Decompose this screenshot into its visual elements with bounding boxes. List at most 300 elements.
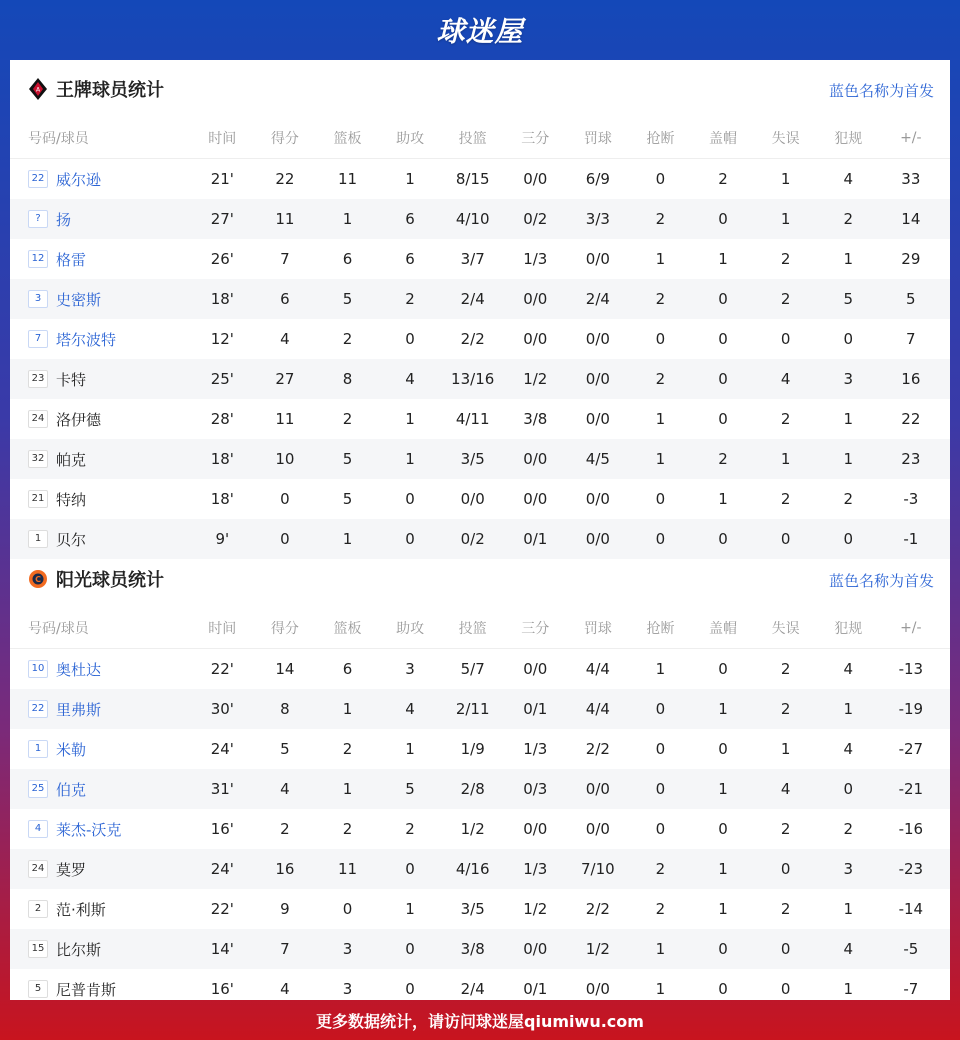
stat-cell: 0 bbox=[843, 530, 853, 548]
stat-cell: 4/11 bbox=[455, 410, 490, 428]
stat-cell: 0 bbox=[718, 940, 728, 958]
stat-cell: 1 bbox=[843, 980, 853, 998]
stat-cell: 1 bbox=[405, 450, 415, 468]
stat-cell: 1 bbox=[655, 450, 666, 468]
stat-cell: 14 bbox=[901, 210, 921, 228]
stat-cell: 1/2 bbox=[523, 900, 548, 918]
stat-cell: 0/0 bbox=[523, 330, 548, 348]
stat-cell: 0 bbox=[280, 530, 290, 548]
stat-cell: 30' bbox=[210, 700, 234, 718]
stat-cell: 1 bbox=[843, 410, 853, 428]
column-header: +/- bbox=[900, 130, 922, 146]
jersey-number: 24 bbox=[28, 410, 48, 428]
stat-cell: 3 bbox=[342, 980, 353, 998]
stat-cell: 2 bbox=[655, 860, 666, 878]
player-row[interactable] bbox=[10, 279, 950, 319]
jersey-number: 1 bbox=[28, 740, 48, 758]
stat-cell: 0/0 bbox=[585, 530, 610, 548]
player-cell bbox=[10, 369, 191, 390]
player-cell bbox=[10, 409, 191, 430]
stat-cell: 2/4 bbox=[460, 980, 485, 998]
stat-cell: 11 bbox=[275, 210, 295, 228]
jersey-number: 22 bbox=[28, 700, 48, 718]
stats-card bbox=[10, 60, 950, 1000]
starter-note: 蓝色名称为首发 bbox=[828, 572, 934, 590]
player-name[interactable]: 洛伊德 bbox=[56, 410, 102, 429]
stat-cell: 5 bbox=[342, 450, 353, 468]
stat-cell: 2 bbox=[843, 820, 853, 838]
stat-cell: -19 bbox=[898, 700, 924, 718]
stat-cell: 0/2 bbox=[460, 530, 485, 548]
stat-cell: 2 bbox=[655, 210, 666, 228]
stat-cell: 0/0 bbox=[585, 330, 610, 348]
stat-cell: 0/0 bbox=[523, 170, 548, 188]
stat-cell: 7 bbox=[280, 250, 290, 268]
column-header: 篮板 bbox=[333, 131, 362, 147]
jersey-number: 22 bbox=[28, 170, 48, 188]
jersey-number: 4 bbox=[28, 820, 48, 838]
stat-cell: 0/0 bbox=[585, 980, 610, 998]
stat-cell: 4/4 bbox=[585, 700, 610, 718]
stat-cell: 31' bbox=[210, 780, 234, 798]
column-header: 时间 bbox=[208, 621, 237, 637]
stat-cell: 0/0 bbox=[585, 410, 610, 428]
stat-cell: 0 bbox=[655, 740, 666, 758]
stat-cell: 0 bbox=[780, 860, 791, 878]
stat-cell: 3/3 bbox=[585, 210, 610, 228]
stat-cell: 0 bbox=[718, 740, 728, 758]
stat-cell: 5 bbox=[280, 740, 290, 758]
stat-cell: 1 bbox=[405, 170, 415, 188]
team-section-sun bbox=[10, 550, 950, 1009]
stat-cell: 0/1 bbox=[523, 700, 548, 718]
jersey-number: ? bbox=[28, 210, 48, 228]
stat-cell: 2/4 bbox=[460, 290, 485, 308]
stat-cell: 1 bbox=[780, 170, 791, 188]
stat-cell: 2 bbox=[405, 290, 415, 308]
player-name[interactable]: 塔尔波特 bbox=[56, 330, 117, 349]
stat-cell: 1/3 bbox=[523, 860, 548, 878]
stat-cell: 2 bbox=[280, 820, 290, 838]
stat-cell: 1 bbox=[780, 210, 791, 228]
stat-cell: 0/0 bbox=[523, 820, 548, 838]
player-cell bbox=[10, 739, 191, 760]
player-name[interactable]: 帕克 bbox=[56, 450, 87, 469]
player-cell bbox=[10, 449, 191, 470]
column-header: 时间 bbox=[208, 131, 237, 147]
stat-cell: 3 bbox=[843, 860, 853, 878]
stat-cell: 29 bbox=[901, 250, 921, 268]
player-name[interactable]: 卡特 bbox=[56, 370, 87, 389]
stat-cell: 1 bbox=[843, 900, 853, 918]
stat-cell: 0 bbox=[655, 330, 666, 348]
stat-cell: -5 bbox=[903, 940, 919, 958]
stat-cell: 6 bbox=[342, 660, 353, 678]
player-row[interactable] bbox=[10, 809, 950, 849]
stat-cell: 16' bbox=[210, 820, 234, 838]
stat-cell: 0 bbox=[655, 490, 666, 508]
stat-cell: 3/8 bbox=[523, 410, 548, 428]
column-header: 得分 bbox=[270, 131, 299, 147]
stat-cell: 5 bbox=[342, 490, 353, 508]
stat-cell: 4 bbox=[405, 700, 415, 718]
player-cell bbox=[10, 529, 191, 550]
stat-cell: 0 bbox=[780, 980, 791, 998]
stat-cell: 2 bbox=[780, 290, 791, 308]
player-row[interactable] bbox=[10, 399, 950, 439]
stat-cell: 9 bbox=[280, 900, 290, 918]
stat-cell: 8 bbox=[342, 370, 353, 388]
stat-cell: 0 bbox=[718, 530, 728, 548]
stat-cell: 16' bbox=[210, 980, 234, 998]
column-header: 抢断 bbox=[646, 621, 675, 637]
stat-cell: 14' bbox=[210, 940, 234, 958]
stat-cell: 28' bbox=[210, 410, 234, 428]
stat-cell: 3/5 bbox=[460, 450, 485, 468]
jersey-number: 25 bbox=[28, 780, 48, 798]
player-name[interactable]: 里弗斯 bbox=[56, 700, 102, 719]
stat-cell: 1 bbox=[718, 860, 728, 878]
stat-cell: 0 bbox=[718, 290, 728, 308]
stat-cell: 6 bbox=[405, 250, 415, 268]
player-row[interactable] bbox=[10, 689, 950, 729]
stat-cell: 0/0 bbox=[523, 490, 548, 508]
stat-cell: 0 bbox=[655, 700, 666, 718]
stat-cell: 0/0 bbox=[585, 780, 610, 798]
jersey-number: 15 bbox=[28, 940, 48, 958]
column-header: 盖帽 bbox=[709, 131, 738, 147]
column-header: 犯规 bbox=[834, 621, 863, 637]
stat-cell: 2 bbox=[780, 490, 791, 508]
column-header-row bbox=[10, 118, 950, 159]
stat-cell: 2/11 bbox=[455, 700, 490, 718]
stat-cell: 7/10 bbox=[581, 860, 615, 878]
stat-cell: -21 bbox=[898, 780, 924, 798]
stat-cell: 2 bbox=[780, 700, 791, 718]
column-header: 三分 bbox=[521, 621, 550, 637]
player-name[interactable]: 莱杰-沃克 bbox=[56, 820, 122, 839]
column-header: +/- bbox=[900, 620, 922, 636]
jersey-number: 10 bbox=[28, 660, 48, 678]
player-row[interactable] bbox=[10, 929, 950, 969]
stat-cell: 0 bbox=[780, 530, 791, 548]
stat-cell: 2 bbox=[780, 660, 791, 678]
stat-cell: 2/2 bbox=[585, 740, 610, 758]
column-header: 抢断 bbox=[646, 131, 675, 147]
player-cell bbox=[10, 329, 191, 350]
column-header: 犯规 bbox=[834, 131, 863, 147]
stat-cell: 4 bbox=[280, 780, 290, 798]
stat-cell: 3/7 bbox=[460, 250, 485, 268]
stat-cell: 9' bbox=[215, 530, 230, 548]
stat-cell: -14 bbox=[898, 900, 924, 918]
stat-cell: -27 bbox=[898, 740, 924, 758]
player-row[interactable] bbox=[10, 729, 950, 769]
stat-cell: 2 bbox=[342, 820, 353, 838]
stat-cell: 5 bbox=[843, 290, 853, 308]
stat-cell: 13/16 bbox=[451, 370, 495, 388]
jersey-number: 1 bbox=[28, 530, 48, 548]
stat-cell: 1 bbox=[342, 700, 353, 718]
player-name[interactable]: 奥杜达 bbox=[56, 660, 102, 679]
stat-cell: 1/3 bbox=[523, 250, 548, 268]
jersey-number: 5 bbox=[28, 980, 48, 998]
column-header-row bbox=[10, 608, 950, 649]
stat-cell: 3 bbox=[342, 940, 353, 958]
player-row[interactable] bbox=[10, 199, 950, 239]
stat-cell: 33 bbox=[901, 170, 921, 188]
stat-cell: 6 bbox=[342, 250, 353, 268]
stat-cell: 0/1 bbox=[523, 530, 548, 548]
stat-cell: 0 bbox=[843, 780, 853, 798]
jersey-number: 32 bbox=[28, 450, 48, 468]
player-name[interactable]: 贝尔 bbox=[56, 530, 87, 549]
stat-cell: 18' bbox=[210, 490, 234, 508]
stat-cell: 24' bbox=[210, 860, 234, 878]
stat-cell: 22' bbox=[210, 900, 234, 918]
stat-cell: 2 bbox=[342, 410, 353, 428]
stat-cell: 2 bbox=[780, 410, 791, 428]
stat-cell: 0 bbox=[718, 410, 728, 428]
stat-cell: 18' bbox=[210, 290, 234, 308]
player-name[interactable]: 史密斯 bbox=[56, 290, 102, 309]
stat-cell: 3 bbox=[843, 370, 853, 388]
stat-cell: 2 bbox=[780, 820, 791, 838]
player-name[interactable]: 扬 bbox=[56, 210, 72, 229]
jersey-number: 7 bbox=[28, 330, 48, 348]
stat-cell: 2 bbox=[342, 740, 353, 758]
stat-cell: 2 bbox=[342, 330, 353, 348]
stat-cell: 22' bbox=[210, 660, 234, 678]
stat-cell: 0/2 bbox=[523, 210, 548, 228]
sun-logo-icon bbox=[28, 568, 48, 590]
stat-cell: -3 bbox=[903, 490, 919, 508]
footer-banner[interactable]: 更多数据统计，请访问球迷屋qiumiwu.com bbox=[316, 1011, 644, 1031]
svg-text:C: C bbox=[35, 575, 41, 584]
column-header: 三分 bbox=[521, 131, 550, 147]
jersey-number: 23 bbox=[28, 370, 48, 388]
stat-cell: 4 bbox=[405, 370, 415, 388]
stat-cell: 2 bbox=[718, 170, 728, 188]
stat-cell: 16 bbox=[901, 370, 921, 388]
stat-cell: 1 bbox=[342, 210, 353, 228]
column-header: 罚球 bbox=[583, 131, 612, 147]
player-row[interactable] bbox=[10, 439, 950, 479]
stat-cell: 0 bbox=[718, 820, 728, 838]
stat-cell: 4/5 bbox=[585, 450, 610, 468]
stat-cell: 1 bbox=[405, 410, 415, 428]
stat-cell: 8/15 bbox=[455, 170, 490, 188]
stat-cell: 0/3 bbox=[523, 780, 548, 798]
stat-cell: 26' bbox=[210, 250, 234, 268]
stat-cell: 7 bbox=[906, 330, 916, 348]
player-cell bbox=[10, 209, 191, 230]
player-rows bbox=[10, 649, 950, 1009]
stat-cell: 0 bbox=[655, 170, 666, 188]
player-cell bbox=[10, 939, 191, 960]
stat-cell: 0 bbox=[405, 330, 415, 348]
stat-cell: 2 bbox=[655, 900, 666, 918]
stat-cell: 11 bbox=[337, 860, 358, 878]
stat-cell: 4/16 bbox=[455, 860, 490, 878]
stat-cell: 22 bbox=[901, 410, 921, 428]
player-row[interactable] bbox=[10, 359, 950, 399]
stat-cell: 1/2 bbox=[460, 820, 485, 838]
stat-cell: 1 bbox=[843, 700, 853, 718]
stat-cell: 5/7 bbox=[460, 660, 485, 678]
player-row[interactable] bbox=[10, 239, 950, 279]
stat-cell: 1 bbox=[342, 530, 353, 548]
player-name[interactable]: 莫罗 bbox=[56, 860, 87, 879]
stat-cell: 1 bbox=[843, 250, 853, 268]
stat-cell: 4 bbox=[280, 980, 290, 998]
column-header: 助攻 bbox=[396, 621, 425, 637]
stat-cell: 0 bbox=[405, 980, 415, 998]
stat-cell: 0 bbox=[718, 980, 728, 998]
starter-note: 蓝色名称为首发 bbox=[828, 82, 934, 100]
stat-cell: 11 bbox=[275, 410, 295, 428]
stat-cell: 4/4 bbox=[585, 660, 610, 678]
stat-cell: 6 bbox=[280, 290, 290, 308]
stat-cell: 0/0 bbox=[523, 660, 548, 678]
player-cell bbox=[10, 169, 191, 190]
stat-cell: 2 bbox=[843, 210, 853, 228]
stat-cell: 27 bbox=[275, 370, 295, 388]
player-row[interactable] bbox=[10, 649, 950, 689]
stat-cell: 0/0 bbox=[585, 820, 610, 838]
player-cell bbox=[10, 699, 191, 720]
stat-cell: 4 bbox=[843, 170, 853, 188]
stat-cell: 8 bbox=[280, 700, 290, 718]
stat-cell: 0 bbox=[405, 530, 415, 548]
stat-cell: 1 bbox=[655, 250, 666, 268]
column-header: 号码/球员 bbox=[28, 621, 89, 637]
column-header: 失误 bbox=[771, 131, 800, 147]
stat-cell: 1 bbox=[718, 780, 728, 798]
stat-cell: 4 bbox=[843, 940, 853, 958]
stat-cell: 1 bbox=[405, 900, 415, 918]
stat-cell: 10 bbox=[275, 450, 295, 468]
column-header: 助攻 bbox=[396, 131, 425, 147]
stat-cell: 0/1 bbox=[523, 980, 548, 998]
stat-cell: 21' bbox=[210, 170, 234, 188]
stat-cell: 1/3 bbox=[523, 740, 548, 758]
player-cell bbox=[10, 289, 191, 310]
stat-cell: 4 bbox=[280, 330, 290, 348]
stat-cell: 24' bbox=[210, 740, 234, 758]
player-name[interactable]: 伯克 bbox=[56, 780, 87, 799]
stat-cell: 0 bbox=[780, 330, 791, 348]
stat-cell: 2/8 bbox=[460, 780, 485, 798]
stat-cell: 14 bbox=[275, 660, 295, 678]
stat-cell: 4 bbox=[780, 370, 791, 388]
player-name[interactable]: 格雷 bbox=[56, 250, 87, 269]
section-header bbox=[10, 550, 950, 608]
column-header: 盖帽 bbox=[709, 621, 738, 637]
column-header: 篮板 bbox=[333, 621, 362, 637]
player-name[interactable]: 威尔逊 bbox=[56, 170, 102, 189]
stat-cell: 0 bbox=[780, 940, 791, 958]
stat-cell: 0 bbox=[843, 330, 853, 348]
stat-cell: -1 bbox=[903, 530, 919, 548]
stat-cell: 2 bbox=[843, 490, 853, 508]
stat-cell: 1 bbox=[780, 740, 791, 758]
jersey-number: 24 bbox=[28, 860, 48, 878]
player-name[interactable]: 特纳 bbox=[56, 490, 87, 509]
stat-cell: 2/4 bbox=[585, 290, 610, 308]
stat-cell: -13 bbox=[898, 660, 924, 678]
player-cell bbox=[10, 659, 191, 680]
stat-cell: 0/0 bbox=[523, 940, 548, 958]
stat-cell: 1 bbox=[718, 490, 728, 508]
stat-cell: 1/2 bbox=[585, 940, 610, 958]
player-name[interactable]: 范·利斯 bbox=[56, 900, 106, 919]
stat-cell: 1/9 bbox=[460, 740, 485, 758]
stat-cell: 0/0 bbox=[523, 450, 548, 468]
stat-cell: 5 bbox=[906, 290, 916, 308]
stat-cell: 0/0 bbox=[460, 490, 485, 508]
stat-cell: -16 bbox=[898, 820, 924, 838]
player-row[interactable] bbox=[10, 889, 950, 929]
player-row[interactable] bbox=[10, 319, 950, 359]
stat-cell: 1 bbox=[342, 780, 353, 798]
stat-cell: 0 bbox=[718, 370, 728, 388]
stat-cell: 3/5 bbox=[460, 900, 485, 918]
player-cell bbox=[10, 819, 191, 840]
stat-cell: 2 bbox=[655, 290, 666, 308]
section-title: 王牌球员统计 bbox=[56, 80, 164, 101]
column-header: 投篮 bbox=[458, 621, 487, 637]
stat-cell: 6/9 bbox=[585, 170, 610, 188]
stat-cell: 0/0 bbox=[585, 250, 610, 268]
stat-cell: 4 bbox=[780, 780, 791, 798]
player-cell bbox=[10, 489, 191, 510]
stat-cell: 6 bbox=[405, 210, 415, 228]
player-name[interactable]: 尼普肯斯 bbox=[56, 980, 117, 999]
stat-cell: 2 bbox=[655, 370, 666, 388]
stat-cell: 1 bbox=[655, 410, 666, 428]
player-name[interactable]: 比尔斯 bbox=[56, 940, 102, 959]
stat-cell: 18' bbox=[210, 450, 234, 468]
stat-cell: 12' bbox=[210, 330, 234, 348]
stat-cell: 1 bbox=[780, 450, 791, 468]
stat-cell: 11 bbox=[337, 170, 358, 188]
stat-cell: 2 bbox=[405, 820, 415, 838]
column-header: 失误 bbox=[771, 621, 800, 637]
stat-cell: -7 bbox=[903, 980, 919, 998]
player-cell bbox=[10, 249, 191, 270]
site-logo: 球迷屋 bbox=[436, 15, 524, 48]
stat-cell: 2/2 bbox=[460, 330, 485, 348]
stat-cell: 4 bbox=[843, 660, 853, 678]
player-row[interactable] bbox=[10, 159, 950, 199]
stat-cell: 4/10 bbox=[455, 210, 490, 228]
column-header: 罚球 bbox=[583, 621, 612, 637]
player-cell bbox=[10, 859, 191, 880]
stat-cell: 1 bbox=[718, 250, 728, 268]
player-row[interactable] bbox=[10, 769, 950, 809]
column-header: 投篮 bbox=[458, 131, 487, 147]
player-name[interactable]: 米勒 bbox=[56, 740, 87, 759]
stat-cell: 0 bbox=[718, 210, 728, 228]
stat-cell: 16 bbox=[275, 860, 295, 878]
stat-cell: 1 bbox=[843, 450, 853, 468]
player-row[interactable] bbox=[10, 849, 950, 889]
stat-cell: 3 bbox=[405, 660, 415, 678]
team-section-aces bbox=[10, 60, 950, 559]
player-cell bbox=[10, 779, 191, 800]
player-row[interactable] bbox=[10, 479, 950, 519]
